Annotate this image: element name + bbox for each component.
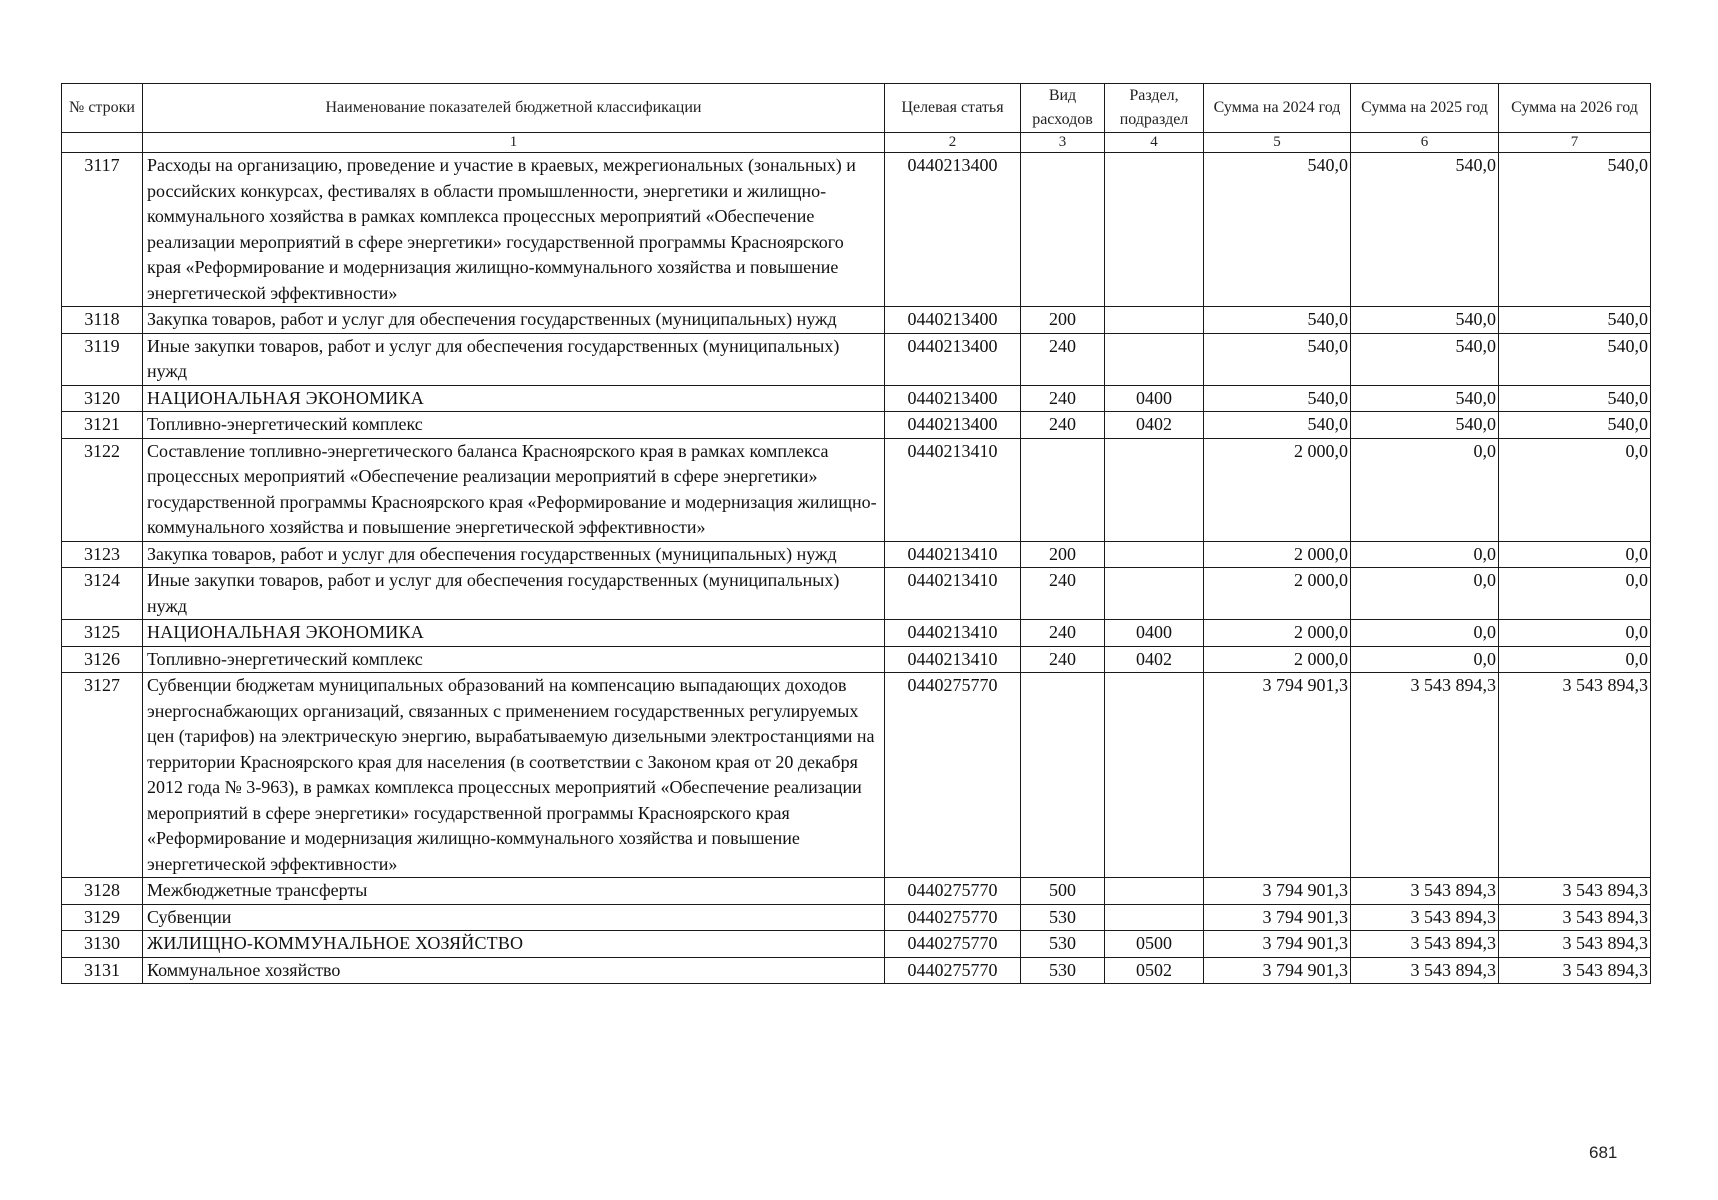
- column-number: 5: [1204, 133, 1351, 153]
- header-name: Наименование показателей бюджетной классификации: [143, 84, 885, 133]
- row-sum-2024: 2 000,0: [1204, 646, 1351, 673]
- row-sum-2025: 540,0: [1351, 333, 1499, 385]
- column-number: 3: [1021, 133, 1105, 153]
- row-name: Субвенции бюджетам муниципальных образований на компенсацию выпадающих доходов энергоснабжающих организаций, связанных с применением государственных регулируемых цен (тарифов) на электрическую энергию, вырабатываемую дизельными электростанциями на территории Красноярского края для населения (в соответствии с Законом края от 20 декабря 2012 года № 3-963), в рамках комплекса процессных мероприятий «Обеспечение реализации мероприятий в сфере энергетики» государственной программы Красноярского края «Реформирование и модернизация жилищно-коммунального хозяйства и повышение энергетической эффективности»: [143, 673, 885, 878]
- row-sum-2025: 0,0: [1351, 438, 1499, 541]
- row-sum-2026: 3 543 894,3: [1499, 673, 1651, 878]
- row-sum-2024: 3 794 901,3: [1204, 878, 1351, 905]
- table-row: [62, 957, 1651, 984]
- table-row: [62, 620, 1651, 647]
- row-sum-2025: 540,0: [1351, 307, 1499, 334]
- row-target: 0440213410: [885, 438, 1021, 541]
- row-name: Субвенции: [143, 904, 885, 931]
- row-number: 3131: [62, 957, 143, 984]
- header-expense-type: Вид расходов: [1021, 84, 1105, 133]
- row-expense-type: [1021, 438, 1105, 541]
- row-expense-type: 240: [1021, 620, 1105, 647]
- row-expense-type: 240: [1021, 333, 1105, 385]
- row-sum-2025: 3 543 894,3: [1351, 878, 1499, 905]
- row-expense-type: 200: [1021, 541, 1105, 568]
- row-target: 0440213410: [885, 620, 1021, 647]
- row-number: 3129: [62, 904, 143, 931]
- table-row: [62, 646, 1651, 673]
- row-name: Закупка товаров, работ и услуг для обеспечения государственных (муниципальных) нужд: [143, 541, 885, 568]
- row-expense-type: 200: [1021, 307, 1105, 334]
- row-section: [1105, 568, 1204, 620]
- column-number: 4: [1105, 133, 1204, 153]
- row-name: Коммунальное хозяйство: [143, 957, 885, 984]
- table-row: [62, 931, 1651, 958]
- table-row: [62, 412, 1651, 439]
- table-row: [62, 878, 1651, 905]
- row-sum-2024: 540,0: [1204, 153, 1351, 307]
- row-sum-2025: 3 543 894,3: [1351, 957, 1499, 984]
- row-section: [1105, 878, 1204, 905]
- row-name: Иные закупки товаров, работ и услуг для обеспечения государственных (муниципальных) нужд: [143, 333, 885, 385]
- row-sum-2024: 540,0: [1204, 307, 1351, 334]
- row-expense-type: 500: [1021, 878, 1105, 905]
- row-sum-2026: 3 543 894,3: [1499, 878, 1651, 905]
- table-row: [62, 541, 1651, 568]
- row-sum-2026: 3 543 894,3: [1499, 957, 1651, 984]
- row-sum-2026: 3 543 894,3: [1499, 931, 1651, 958]
- row-expense-type: [1021, 153, 1105, 307]
- row-target: 0440213410: [885, 568, 1021, 620]
- row-section: 0402: [1105, 412, 1204, 439]
- row-target: 0440275770: [885, 673, 1021, 878]
- row-section: [1105, 438, 1204, 541]
- row-sum-2024: 2 000,0: [1204, 541, 1351, 568]
- row-target: 0440275770: [885, 931, 1021, 958]
- row-sum-2024: 3 794 901,3: [1204, 957, 1351, 984]
- row-sum-2025: 0,0: [1351, 568, 1499, 620]
- row-target: 0440213400: [885, 333, 1021, 385]
- row-number: 3117: [62, 153, 143, 307]
- row-section: 0502: [1105, 957, 1204, 984]
- row-sum-2025: 0,0: [1351, 646, 1499, 673]
- page-number: 681: [1589, 1143, 1618, 1162]
- row-target: 0440213410: [885, 646, 1021, 673]
- row-sum-2025: 540,0: [1351, 153, 1499, 307]
- row-target: 0440275770: [885, 878, 1021, 905]
- row-sum-2025: 540,0: [1351, 385, 1499, 412]
- row-expense-type: 530: [1021, 931, 1105, 958]
- row-sum-2026: 3 543 894,3: [1499, 904, 1651, 931]
- row-sum-2025: 0,0: [1351, 541, 1499, 568]
- row-sum-2025: 0,0: [1351, 620, 1499, 647]
- row-name: НАЦИОНАЛЬНАЯ ЭКОНОМИКА: [143, 385, 885, 412]
- row-sum-2026: 540,0: [1499, 333, 1651, 385]
- row-number: 3126: [62, 646, 143, 673]
- row-target: 0440213400: [885, 153, 1021, 307]
- row-expense-type: 240: [1021, 646, 1105, 673]
- header-section: Раздел, подраздел: [1105, 84, 1204, 133]
- row-name: Иные закупки товаров, работ и услуг для обеспечения государственных (муниципальных) нужд: [143, 568, 885, 620]
- row-section: [1105, 541, 1204, 568]
- header-sum-2025: Сумма на 2025 год: [1351, 84, 1499, 133]
- row-section: [1105, 307, 1204, 334]
- row-number: 3120: [62, 385, 143, 412]
- row-section: [1105, 904, 1204, 931]
- row-target: 0440213400: [885, 412, 1021, 439]
- table-row: [62, 673, 1651, 878]
- row-number: 3130: [62, 931, 143, 958]
- row-target: 0440275770: [885, 904, 1021, 931]
- row-sum-2026: 0,0: [1499, 646, 1651, 673]
- row-number: 3123: [62, 541, 143, 568]
- row-sum-2026: 540,0: [1499, 307, 1651, 334]
- table-body: [62, 153, 1651, 984]
- row-number: 3127: [62, 673, 143, 878]
- row-sum-2024: 2 000,0: [1204, 438, 1351, 541]
- row-sum-2024: 540,0: [1204, 333, 1351, 385]
- row-number: 3119: [62, 333, 143, 385]
- row-sum-2025: 540,0: [1351, 412, 1499, 439]
- header-target: Целевая статья: [885, 84, 1021, 133]
- row-target: 0440213400: [885, 385, 1021, 412]
- row-section: 0400: [1105, 620, 1204, 647]
- header-sum-2024: Сумма на 2024 год: [1204, 84, 1351, 133]
- column-number: 6: [1351, 133, 1499, 153]
- row-sum-2026: 0,0: [1499, 568, 1651, 620]
- row-sum-2026: 540,0: [1499, 412, 1651, 439]
- row-number: 3121: [62, 412, 143, 439]
- row-expense-type: [1021, 673, 1105, 878]
- row-name: Расходы на организацию, проведение и участие в краевых, межрегиональных (зональных) и российских конкурсах, фестивалях в области промышленности, энергетики и жилищно-коммунального хозяйства в рамках комплекса процессных мероприятий «Обеспечение реализации мероприятий в сфере энергетики» государственной программы Красноярского края «Реформирование и модернизация жилищно-коммунального хозяйства и повышение энергетической эффективности»: [143, 153, 885, 307]
- row-sum-2025: 3 543 894,3: [1351, 931, 1499, 958]
- row-target: 0440275770: [885, 957, 1021, 984]
- row-sum-2024: 3 794 901,3: [1204, 904, 1351, 931]
- row-sum-2026: 540,0: [1499, 385, 1651, 412]
- row-expense-type: 240: [1021, 412, 1105, 439]
- table-row: [62, 307, 1651, 334]
- row-sum-2025: 3 543 894,3: [1351, 904, 1499, 931]
- table-row: [62, 333, 1651, 385]
- row-sum-2025: 3 543 894,3: [1351, 673, 1499, 878]
- header-sum-2026: Сумма на 2026 год: [1499, 84, 1651, 133]
- column-number: 1: [143, 133, 885, 153]
- row-section: 0500: [1105, 931, 1204, 958]
- row-expense-type: 240: [1021, 385, 1105, 412]
- row-number: 3124: [62, 568, 143, 620]
- row-name: Составление топливно-энергетического баланса Красноярского края в рамках комплекса процессных мероприятий «Обеспечение реализации мероприятий в сфере энергетики» государственной программы Красноярского края «Реформирование и модернизация жилищно-коммунального хозяйства и повышение энергетической эффективности»: [143, 438, 885, 541]
- row-sum-2024: 540,0: [1204, 412, 1351, 439]
- row-name: Межбюджетные трансферты: [143, 878, 885, 905]
- row-sum-2026: 0,0: [1499, 620, 1651, 647]
- column-number: 2: [885, 133, 1021, 153]
- row-expense-type: 530: [1021, 957, 1105, 984]
- row-expense-type: 240: [1021, 568, 1105, 620]
- table-row: [62, 568, 1651, 620]
- row-expense-type: 530: [1021, 904, 1105, 931]
- row-name: Топливно-энергетический комплекс: [143, 646, 885, 673]
- table-row: [62, 385, 1651, 412]
- row-sum-2026: 540,0: [1499, 153, 1651, 307]
- row-section: [1105, 153, 1204, 307]
- row-sum-2024: 2 000,0: [1204, 568, 1351, 620]
- row-number: 3128: [62, 878, 143, 905]
- row-name: Закупка товаров, работ и услуг для обеспечения государственных (муниципальных) нужд: [143, 307, 885, 334]
- row-number: 3125: [62, 620, 143, 647]
- budget-table: [61, 83, 1651, 984]
- row-number: 3122: [62, 438, 143, 541]
- column-number: 7: [1499, 133, 1651, 153]
- row-section: 0400: [1105, 385, 1204, 412]
- row-name: НАЦИОНАЛЬНАЯ ЭКОНОМИКА: [143, 620, 885, 647]
- row-sum-2024: 2 000,0: [1204, 620, 1351, 647]
- row-name: ЖИЛИЩНО-КОММУНАЛЬНОЕ ХОЗЯЙСТВО: [143, 931, 885, 958]
- row-sum-2024: 3 794 901,3: [1204, 673, 1351, 878]
- header-row-no: № строки: [62, 84, 143, 133]
- row-section: 0402: [1105, 646, 1204, 673]
- row-target: 0440213410: [885, 541, 1021, 568]
- row-number: 3118: [62, 307, 143, 334]
- row-section: [1105, 673, 1204, 878]
- row-sum-2024: 3 794 901,3: [1204, 931, 1351, 958]
- table-row: [62, 438, 1651, 541]
- table-row: [62, 904, 1651, 931]
- row-section: [1105, 333, 1204, 385]
- table-row: [62, 153, 1651, 307]
- column-number: [62, 133, 143, 153]
- row-sum-2026: 0,0: [1499, 541, 1651, 568]
- row-sum-2024: 540,0: [1204, 385, 1351, 412]
- row-sum-2026: 0,0: [1499, 438, 1651, 541]
- row-name: Топливно-энергетический комплекс: [143, 412, 885, 439]
- row-target: 0440213400: [885, 307, 1021, 334]
